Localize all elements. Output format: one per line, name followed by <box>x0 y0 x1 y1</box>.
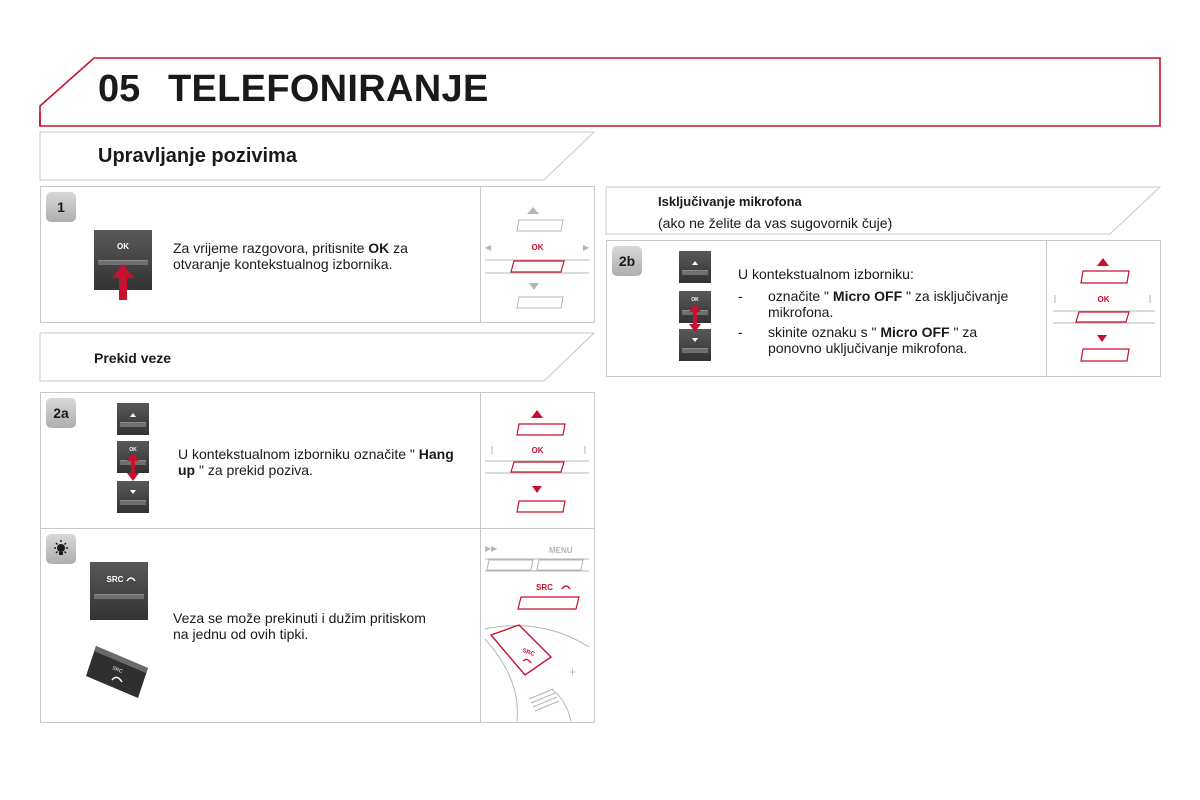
step2b-intro: U kontekstualnom izborniku: <box>738 266 914 282</box>
chapter-number: 05 <box>98 68 141 110</box>
step-badge-2a: 2a <box>46 398 76 428</box>
step-src-instruction: Veza se može prekinuti i dužim pritiskom na jednu od ovih tipki. <box>173 610 426 642</box>
up-button-image-2b <box>679 251 711 283</box>
down-button-image <box>117 481 149 513</box>
step1-instruction: Za vrijeme razgovora, pritisnite OK za otvaranje kontekstualnog izbornika. <box>173 240 408 272</box>
ok-button-label: OK <box>117 242 129 251</box>
src-panel-diagram <box>481 529 594 722</box>
wheel-plus-label: + <box>569 665 577 679</box>
nav-diagram-step2a <box>481 393 594 528</box>
up-button-image <box>117 403 149 435</box>
ok-button-image-2a: OK <box>117 441 149 473</box>
step2b-list <box>738 288 1028 360</box>
prekid-veze-title: Prekid veze <box>94 350 172 366</box>
panel-menu-label: MENU <box>549 546 573 555</box>
step-badge-2b: 2b <box>612 246 642 276</box>
svg-text:▶: ▶ <box>583 243 590 252</box>
mikrofon-title: Isključivanje mikrofona <box>658 194 802 209</box>
svg-text:▶▶: ▶▶ <box>485 544 498 553</box>
list-item: - skinite oznaku s " Micro OFF " za ponovno uključivanje mikrofona. <box>738 324 1028 356</box>
scroll-arrow-icon-2b <box>689 304 701 332</box>
svg-text:SRC: SRC <box>111 665 124 675</box>
step2a-instruction: U kontekstualnom izborniku označite " Hang up " za prekid poziva. <box>178 446 454 478</box>
ok-button-image-2b: OK <box>679 291 711 323</box>
section-title: Upravljanje pozivima <box>98 145 297 167</box>
list-item: - označite " Micro OFF " za isključivanje mikrofona. <box>738 288 1028 320</box>
panel-src-label: SRC <box>536 583 553 592</box>
scroll-arrow-icon <box>127 453 139 481</box>
nav-ok-label-step2b: OK <box>1097 295 1110 304</box>
nav-ok-label-step1: OK <box>531 243 544 252</box>
step-badge-1: 1 <box>46 192 76 222</box>
steering-src-key-image <box>86 646 152 700</box>
chapter-title: TELEFONIRANJE <box>168 68 489 110</box>
nav-ok-label-step2a: OK <box>531 446 544 455</box>
press-arrow-icon <box>112 264 134 300</box>
svg-text:◀: ◀ <box>485 243 492 252</box>
phone-handset-icon <box>126 575 136 583</box>
mikrofon-subtitle: (ako ne želite da vas sugovornik čuje) <box>658 215 893 231</box>
light-bulb-icon <box>46 534 76 564</box>
nav-diagram-step1 <box>481 187 594 322</box>
wheel-src-label: SRC <box>521 648 536 658</box>
src-button-image: SRC <box>90 562 148 620</box>
down-button-image-2b <box>679 329 711 361</box>
panel-phone-icon <box>561 583 571 591</box>
nav-diagram-step2b <box>1047 241 1160 376</box>
